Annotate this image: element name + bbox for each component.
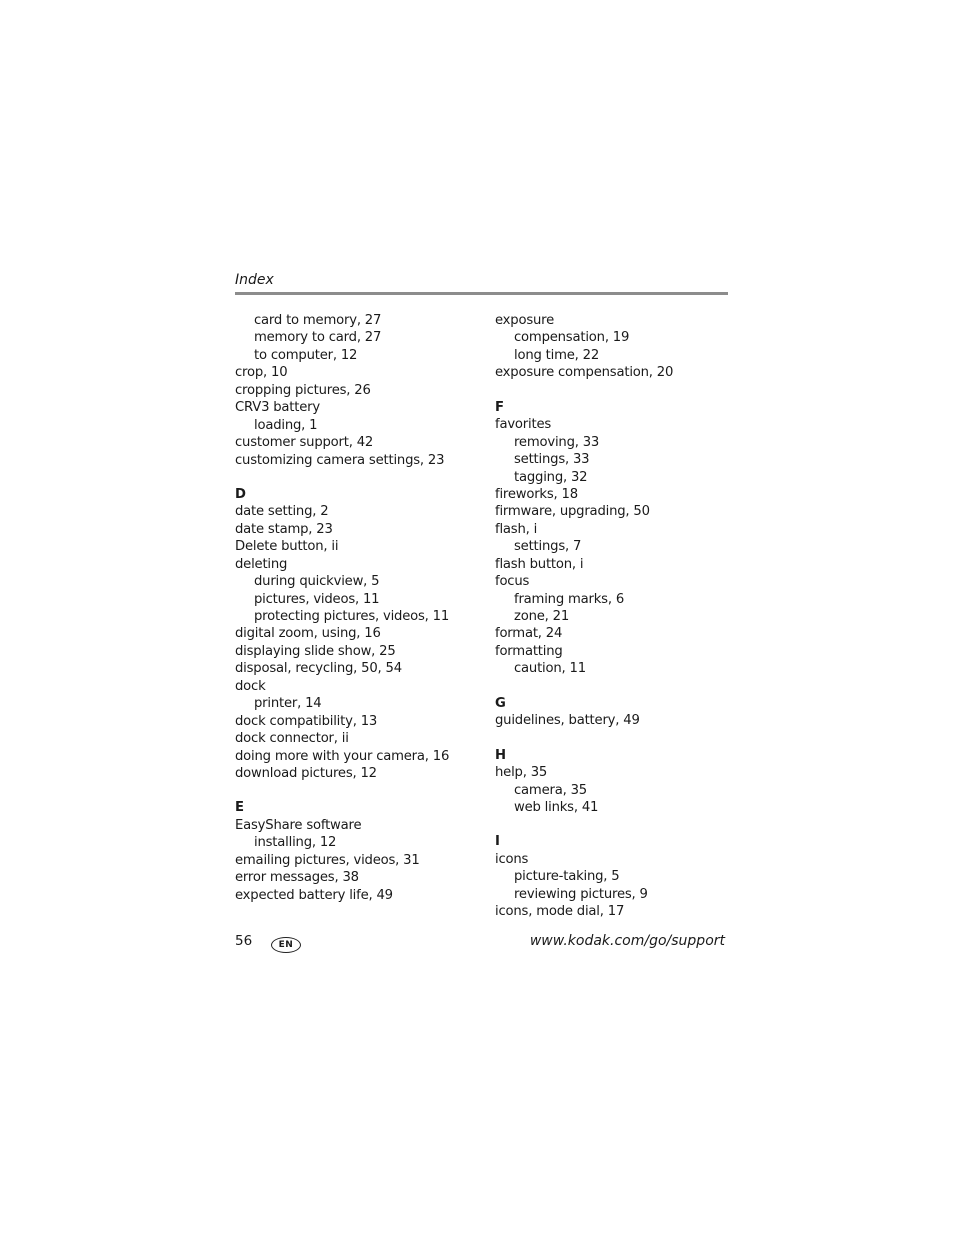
index-entry: date stamp, 23 bbox=[235, 521, 333, 537]
index-entry: CRV3 battery bbox=[235, 400, 320, 416]
index-subentry: reviewing pictures, 9 bbox=[514, 886, 648, 902]
support-url: www.kodak.com/go/support bbox=[529, 933, 725, 949]
section-gap bbox=[235, 469, 485, 486]
index-entry: firmware, upgrading, 50 bbox=[495, 504, 650, 520]
index-entry: dock bbox=[235, 678, 266, 694]
index-subentry: camera, 35 bbox=[514, 782, 587, 798]
index-entry: icons, mode dial, 17 bbox=[495, 904, 625, 920]
index-entry: formatting bbox=[495, 643, 563, 659]
language-badge-icon: EN bbox=[271, 937, 301, 953]
index-entry: expected battery life, 49 bbox=[235, 887, 393, 903]
index-section-letter: D bbox=[235, 486, 246, 502]
index-subentry: framing marks, 6 bbox=[514, 591, 625, 607]
index-entry: favorites bbox=[495, 417, 552, 433]
index-entry: displaying slide show, 25 bbox=[235, 643, 396, 659]
index-section-letter: H bbox=[495, 747, 506, 763]
index-entry: dock compatibility, 13 bbox=[235, 713, 378, 729]
index-subentry: compensation, 19 bbox=[514, 330, 630, 346]
index-subentry: tagging, 32 bbox=[514, 469, 588, 485]
index-entry: flash button, i bbox=[495, 556, 584, 572]
index-entry: digital zoom, using, 16 bbox=[235, 626, 381, 642]
index-entry: customer support, 42 bbox=[235, 435, 374, 451]
index-entry: doing more with your camera, 16 bbox=[235, 748, 450, 764]
index-section-letter: E bbox=[235, 800, 244, 816]
page-header-title: Index bbox=[235, 272, 274, 288]
index-subentry: to computer, 12 bbox=[254, 347, 358, 363]
index-entry: fireworks, 18 bbox=[495, 486, 578, 502]
index-entry: customizing camera settings, 23 bbox=[235, 452, 445, 468]
index-subentry: printer, 14 bbox=[254, 696, 322, 712]
index-section-letter: F bbox=[495, 399, 504, 415]
index-subentry: card to memory, 27 bbox=[254, 313, 382, 328]
index-subentry: web links, 41 bbox=[514, 799, 599, 815]
index-entry: date setting, 2 bbox=[235, 504, 329, 520]
index-subentry: caution, 11 bbox=[514, 661, 586, 677]
index-entry: cropping pictures, 26 bbox=[235, 382, 371, 398]
index-subentry: pictures, videos, 11 bbox=[254, 591, 380, 607]
section-gap bbox=[495, 816, 735, 833]
index-subentry: during quickview, 5 bbox=[254, 574, 380, 590]
index-entry: focus bbox=[495, 574, 530, 590]
index-entry: crop, 10 bbox=[235, 365, 288, 381]
index-column-right bbox=[495, 312, 735, 921]
index-subentry: loading, 1 bbox=[254, 417, 318, 433]
index-entry: dock connector, ii bbox=[235, 731, 349, 747]
index-column-left bbox=[235, 312, 485, 904]
section-gap bbox=[495, 382, 735, 399]
index-entry: Delete button, ii bbox=[235, 539, 339, 555]
index-entry: exposure compensation, 20 bbox=[495, 365, 674, 381]
index-entry: format, 24 bbox=[495, 626, 563, 642]
index-subentry: settings, 7 bbox=[514, 539, 582, 555]
index-subentry: long time, 22 bbox=[514, 347, 600, 363]
index-subentry: zone, 21 bbox=[514, 609, 570, 624]
index-entry: deleting bbox=[235, 556, 288, 572]
page-number: 56 bbox=[235, 933, 253, 949]
header-divider bbox=[235, 292, 728, 295]
index-entry: disposal, recycling, 50, 54 bbox=[235, 661, 402, 677]
index-entry: icons bbox=[495, 851, 529, 867]
index-entry: exposure bbox=[495, 313, 554, 328]
index-entry: emailing pictures, videos, 31 bbox=[235, 852, 420, 868]
index-subentry: settings, 33 bbox=[514, 452, 590, 468]
index-subentry: protecting pictures, videos, 11 bbox=[254, 609, 450, 624]
section-gap bbox=[495, 730, 735, 747]
index-entry: flash, i bbox=[495, 521, 538, 537]
index-subentry: removing, 33 bbox=[514, 434, 600, 450]
index-entry: download pictures, 12 bbox=[235, 765, 377, 781]
index-entry: EasyShare software bbox=[235, 817, 362, 833]
section-gap bbox=[495, 678, 735, 695]
section-gap bbox=[235, 782, 485, 799]
index-subentry: installing, 12 bbox=[254, 835, 337, 851]
index-subentry: memory to card, 27 bbox=[254, 330, 382, 346]
index-section-letter: I bbox=[495, 834, 500, 850]
index-subentry: picture-taking, 5 bbox=[514, 869, 620, 885]
index-section-letter: G bbox=[495, 695, 506, 711]
index-entry: help, 35 bbox=[495, 765, 548, 781]
index-entry: error messages, 38 bbox=[235, 870, 359, 886]
index-entry: guidelines, battery, 49 bbox=[495, 713, 640, 729]
